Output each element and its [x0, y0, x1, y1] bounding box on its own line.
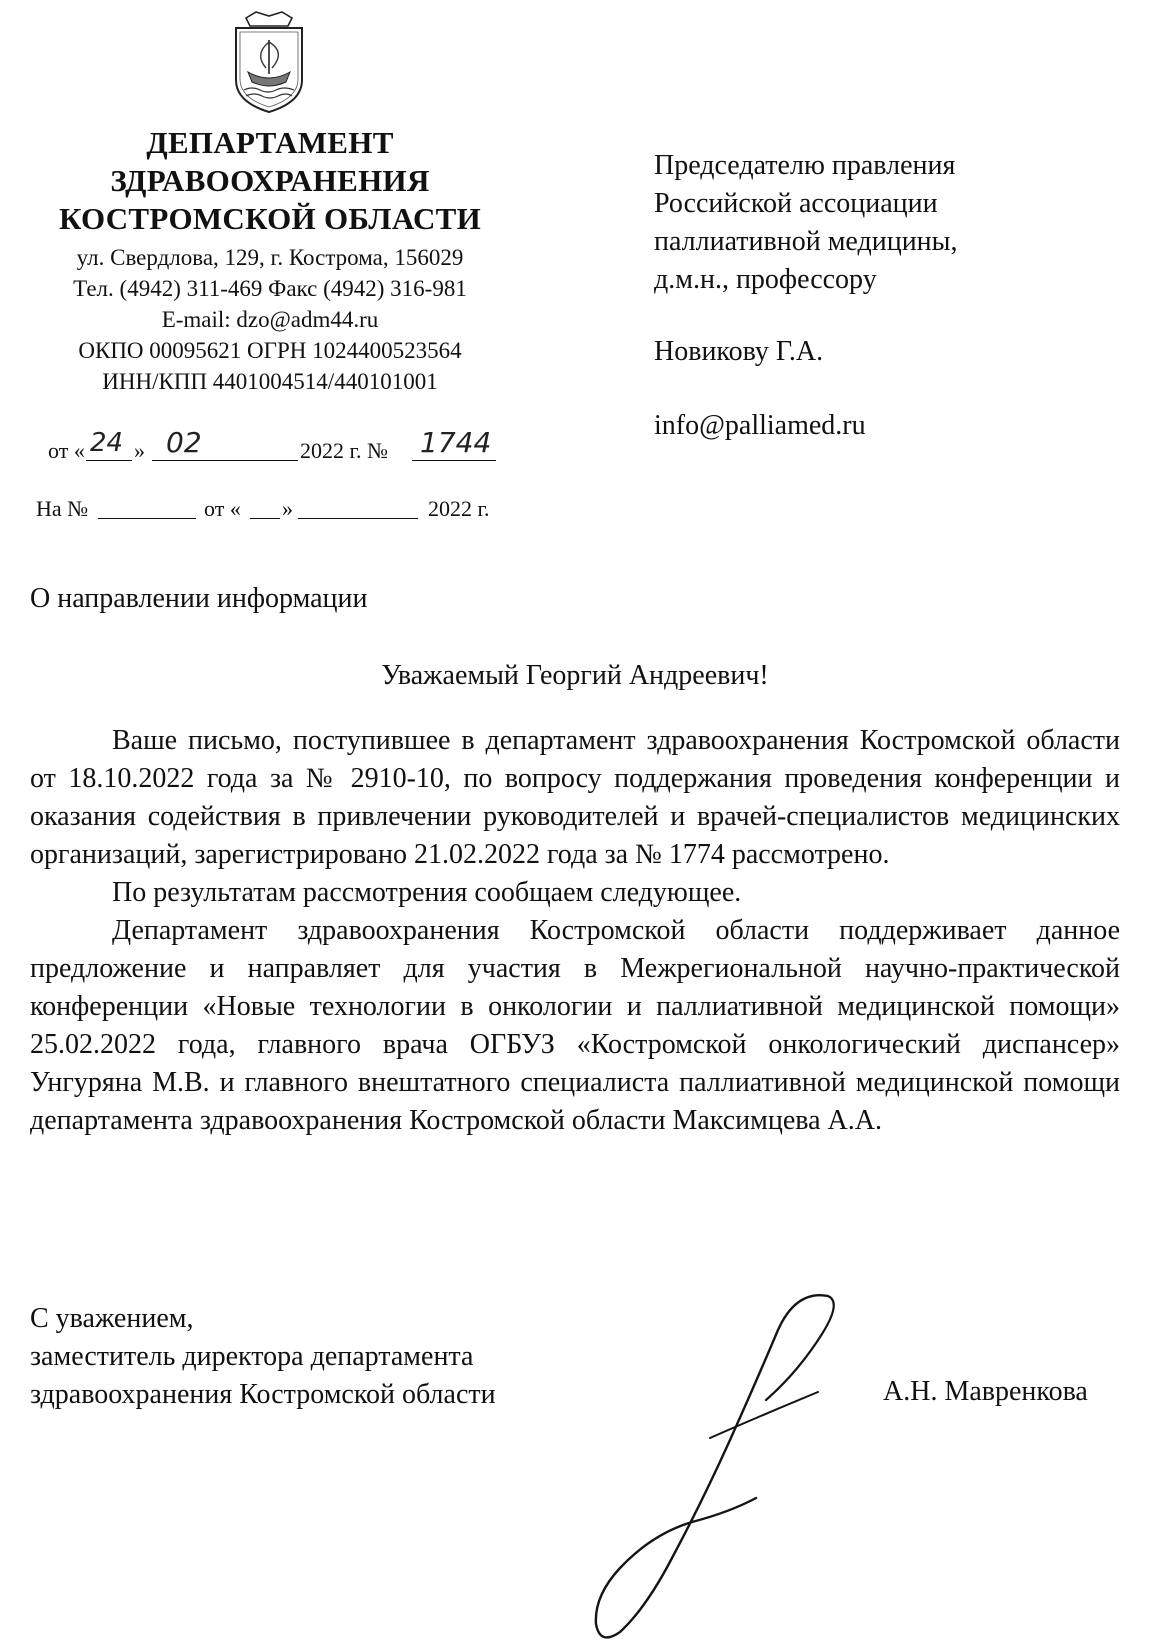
- addressee-line: д.м.н., профессору: [654, 264, 877, 295]
- handwritten-signature-icon: [560, 1290, 860, 1640]
- closing-line: заместитель директора департамента: [30, 1341, 474, 1372]
- org-line: ЗДРАВООХРАНЕНИЯ: [110, 163, 430, 198]
- handwritten-number: 1744: [420, 426, 492, 459]
- from-label: от «: [48, 438, 85, 463]
- inn-kpp-line: ИНН/КПП 4401004514/440101001: [102, 369, 438, 394]
- org-line: ДЕПАРТАМЕНТ: [146, 125, 394, 160]
- addressee-block: [654, 147, 1134, 299]
- handwritten-month: 02: [166, 426, 202, 459]
- reply-from-label: от «: [204, 496, 241, 521]
- addressee-line: паллиативной медицины,: [654, 226, 958, 257]
- quote-close: »: [134, 438, 145, 463]
- year-number-label: 2022 г. №: [300, 438, 389, 463]
- okpo-ogrn-line: ОКПО 00095621 ОГРН 1024400523564: [78, 338, 462, 363]
- body-paragraph: Департамент здравоохранения Костромской области поддерживает данное предложение и направляет для участия в Межрегиональной научно-практической конференции «Новые технологии в онкологии и паллиативной медицинской помощи» 25.02.2022 года, главного врача ОГБУЗ «Костромской онкологический диспансер» Унгуряна М.В. и главного внештатного специалиста паллиативной медицинской помощи департамента здравоохранения Костромской области Максимцева А.А.: [30, 915, 1120, 1136]
- addressee-line: Председателю правления: [654, 150, 956, 181]
- body-paragraph: Ваше письмо, поступившее в департамент здравоохранения Костромской области от 18.10.2022 года за № 2910-10, по вопросу поддержания проведения конференции и оказания содействия в привлечении руководителей и врачей-специалистов медицинских организаций, зарегистрировано 21.02.2022 года за № 1774 рассмотрено.: [30, 725, 1120, 870]
- closing-line: С уважением,: [30, 1303, 194, 1334]
- registration-line: [48, 426, 528, 470]
- handwritten-day: 24: [90, 428, 124, 458]
- reply-quote-close: »: [282, 496, 293, 521]
- address-line: ул. Свердлова, 129, г. Кострома, 156029: [76, 245, 464, 270]
- organization-contacts: [20, 242, 520, 397]
- reply-number-label: На №: [36, 496, 89, 521]
- organization-name: [20, 124, 520, 238]
- letter-body: [30, 722, 1120, 1140]
- reply-year: 2022 г.: [428, 496, 490, 521]
- email-line: E-mail: dzo@adm44.ru: [161, 307, 379, 332]
- signer-name: А.Н. Мавренкова: [883, 1376, 1088, 1407]
- addressee-name: Новикову Г.А.: [654, 336, 824, 367]
- body-paragraph: По результатам рассмотрения сообщаем следующее.: [112, 877, 742, 908]
- org-line: КОСТРОМСКОЙ ОБЛАСТИ: [58, 201, 482, 236]
- salutation: Уважаемый Георгий Андреевич!: [381, 660, 769, 691]
- kostroma-coat-of-arms-icon: [228, 10, 310, 115]
- closing-line: здравоохранения Костромской области: [30, 1379, 496, 1410]
- phone-fax-line: Тел. (4942) 311-469 Факс (4942) 316-981: [73, 276, 467, 301]
- letter-subject: О направлении информации: [30, 583, 368, 614]
- reply-reference-line: [36, 490, 516, 526]
- addressee-email: info@palliamed.ru: [654, 410, 866, 441]
- addressee-line: Российской ассоциации: [654, 188, 938, 219]
